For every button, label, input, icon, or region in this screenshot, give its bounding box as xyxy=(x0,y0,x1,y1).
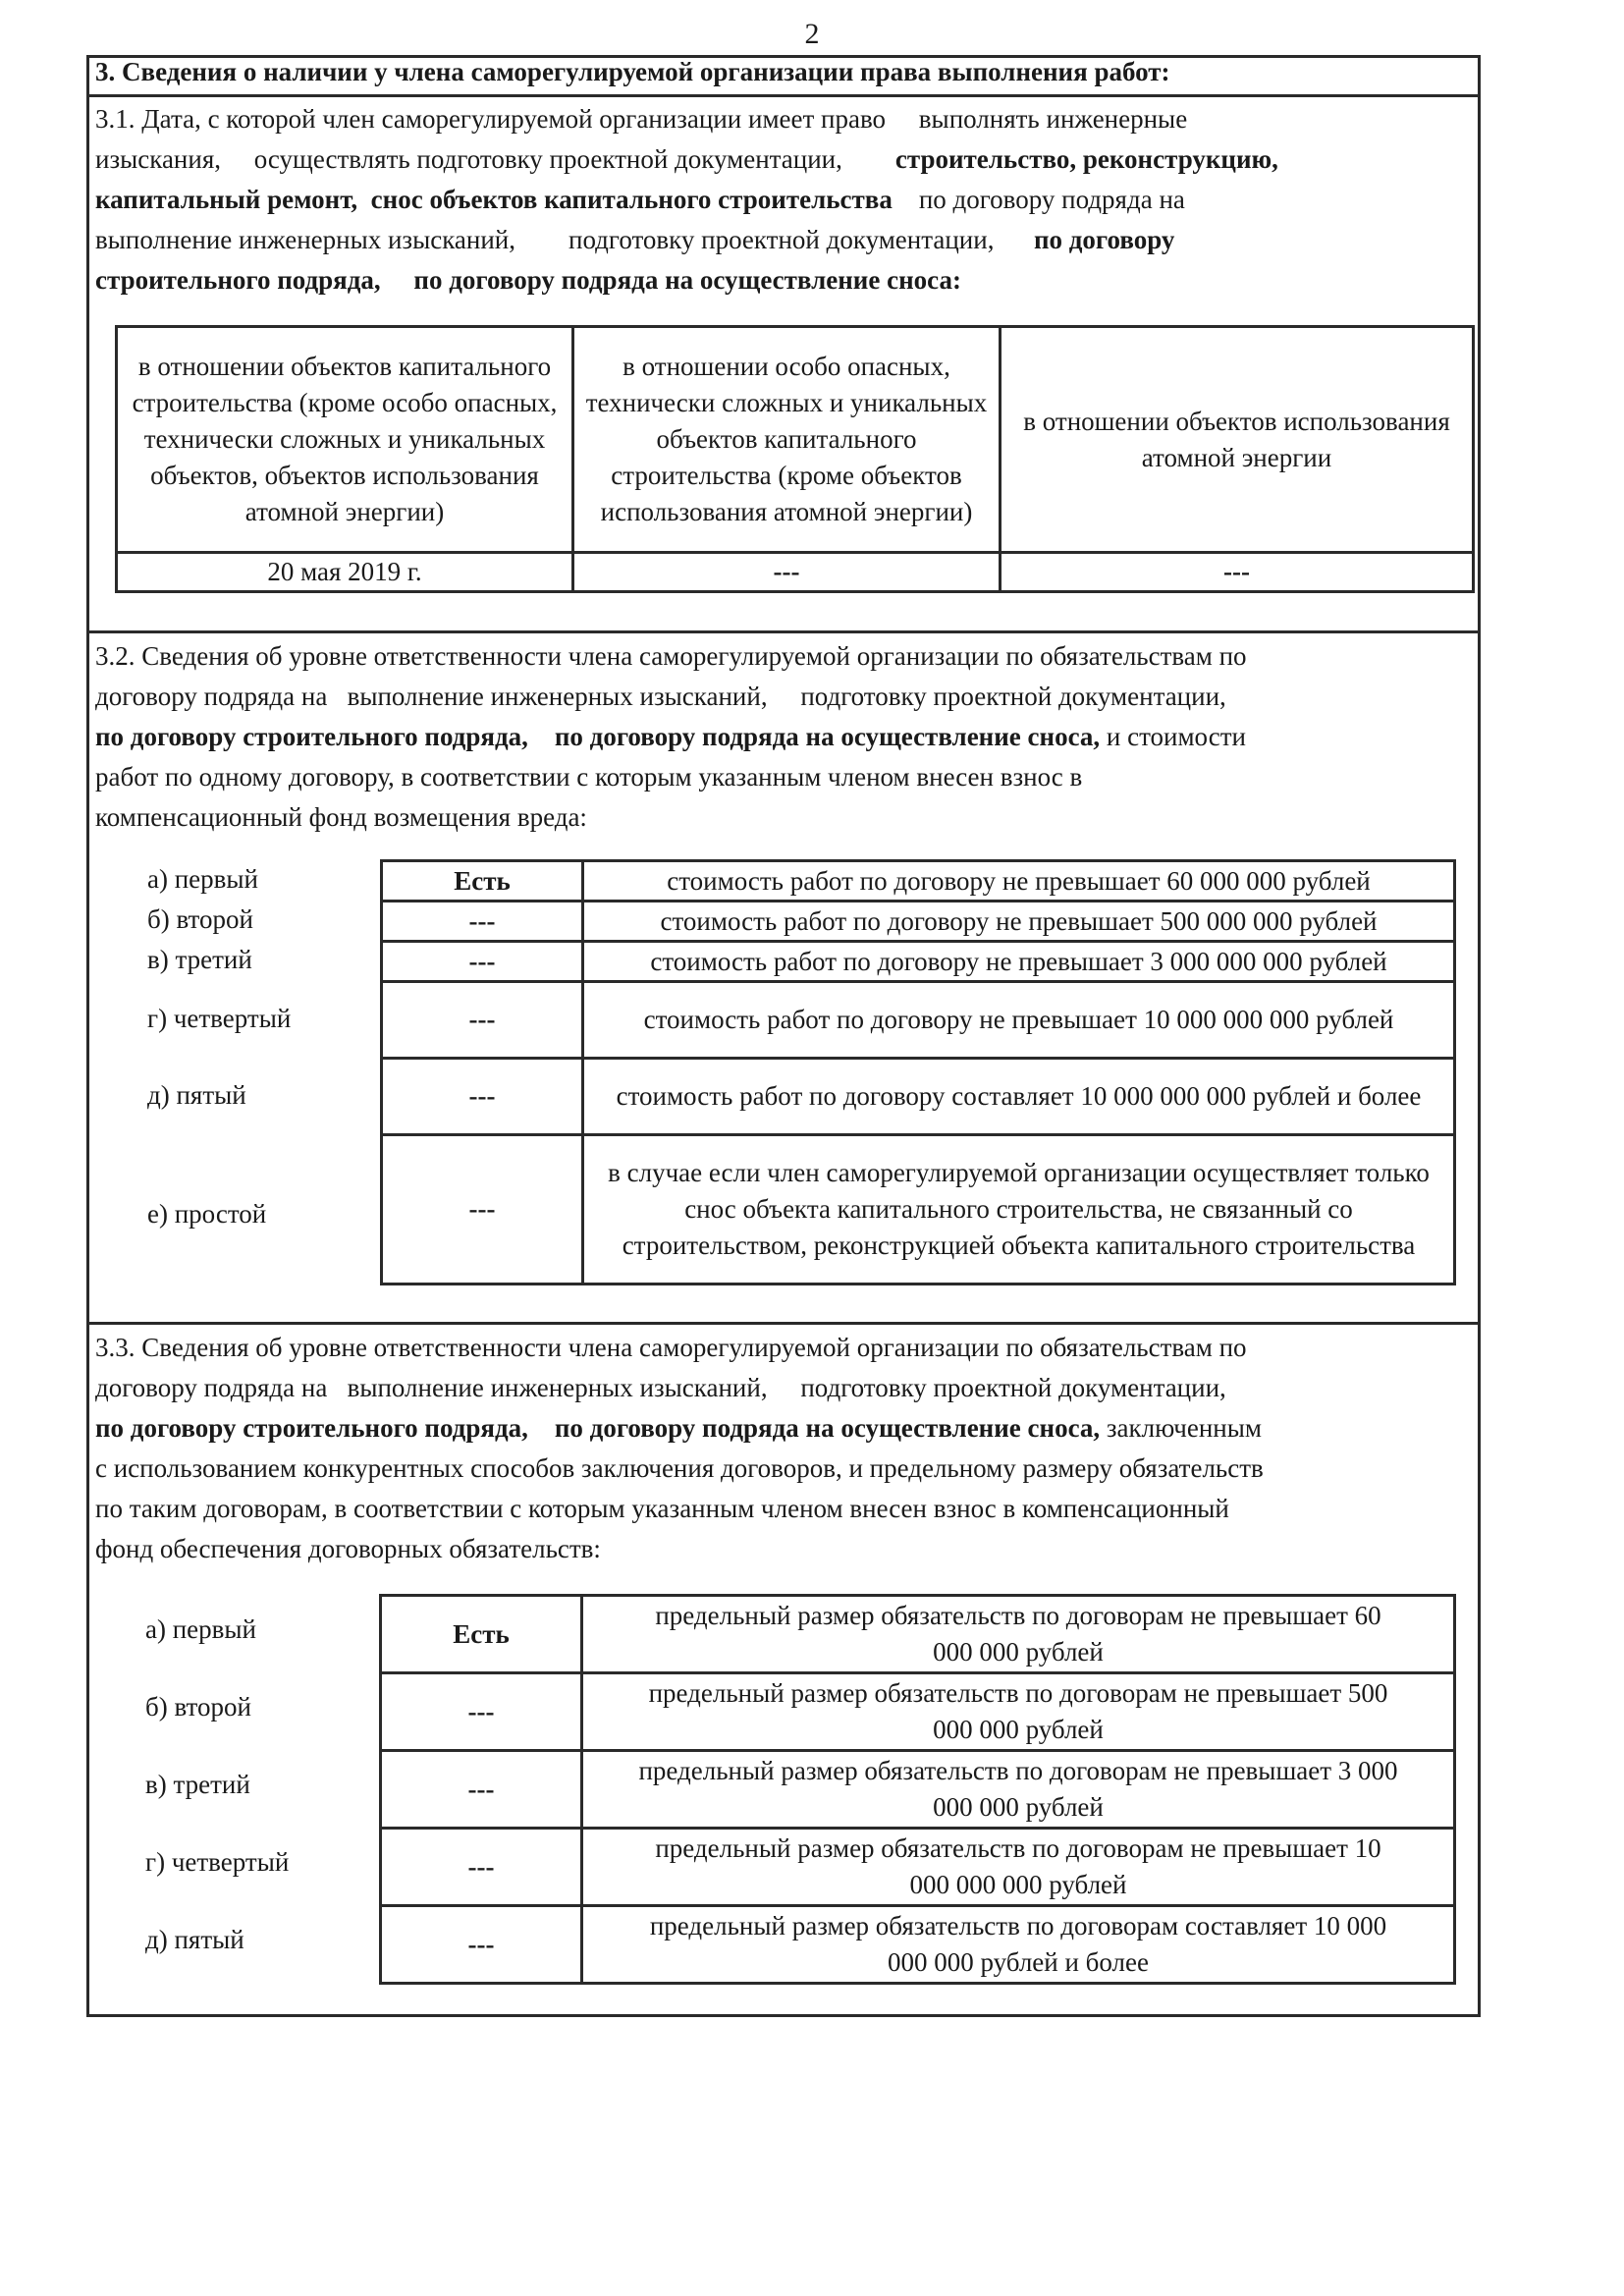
level-label: д) пятый xyxy=(145,1925,244,1954)
page-number: 2 xyxy=(804,18,820,50)
level-description: предельный размер обязательств по договорам не превышает 10 000 000 000 рублей xyxy=(582,1829,1455,1906)
level-description: стоимость работ по договору не превышает 500 000 000 рублей xyxy=(583,902,1455,942)
date-hazardous: --- xyxy=(573,553,1001,592)
section-3-1-text xyxy=(95,99,1480,301)
level-label: г) четвертый xyxy=(145,1847,290,1877)
level-description: стоимость работ по договору не превышает 60 000 000 рублей xyxy=(583,861,1455,902)
level-status: --- xyxy=(382,942,583,982)
level-status: --- xyxy=(382,1135,583,1285)
col-header-hazardous: в отношении особо опасных, технически сложных и уникальных объектов капитального строительства (кроме объектов использования атомной энергии) xyxy=(573,327,1001,553)
section-3-2-text xyxy=(95,636,1480,838)
level-status: --- xyxy=(382,1059,583,1135)
paragraph-line: строительного подряда, по договору подряда на осуществление сноса: xyxy=(95,265,961,295)
level-status: --- xyxy=(382,982,583,1059)
level-label: г) четвертый xyxy=(147,1004,292,1033)
level-label: б) второй xyxy=(145,1692,251,1722)
level-status: Есть xyxy=(381,1596,582,1673)
paragraph-line: договору подряда на выполнение инженерных изысканий, подготовку проектной документации, xyxy=(95,682,1226,711)
paragraph-line: выполнение инженерных изысканий, подготовку проектной документации, по договору xyxy=(95,225,1175,254)
level-label: в) третий xyxy=(145,1770,250,1799)
col-header-atomic: в отношении объектов использования атомной энергии xyxy=(1001,327,1474,553)
section-divider-3-3 xyxy=(86,1322,1481,1325)
level-description: стоимость работ по договору не превышает 10 000 000 000 рублей xyxy=(583,982,1455,1059)
paragraph-line: договору подряда на выполнение инженерных изысканий, подготовку проектной документации, xyxy=(95,1373,1226,1402)
level-description: стоимость работ по договору составляет 10 000 000 000 рублей и более xyxy=(583,1059,1455,1135)
level-label: а) первый xyxy=(147,864,258,894)
paragraph-line: фонд обеспечения договорных обязательств: xyxy=(95,1534,601,1563)
level-description: предельный размер обязательств по договорам составляет 10 000 000 000 рублей и более xyxy=(582,1906,1455,1984)
paragraph-line: изыскания, осуществлять подготовку проектной документации, строительство, реконструкцию, xyxy=(95,144,1278,174)
section-3-title: 3. Сведения о наличии у члена саморегулируемой организации права выполнения работ: xyxy=(95,57,1170,86)
level-label: б) второй xyxy=(147,904,253,934)
section-divider-3-2 xyxy=(86,630,1481,633)
paragraph-line: по таким договорам, в соответствии с которым указанным членом внесен взнос в компенсационный xyxy=(95,1494,1229,1523)
level-label: д) пятый xyxy=(147,1080,246,1110)
section-3-1-table xyxy=(115,325,1475,593)
date-atomic: --- xyxy=(1001,553,1474,592)
level-label: в) третий xyxy=(147,945,252,974)
section-divider-header xyxy=(86,94,1481,97)
paragraph-line: 3.1. Дата, с которой член саморегулируемой организации имеет право выполнять инженерные xyxy=(95,104,1188,134)
level-status: --- xyxy=(381,1751,582,1829)
section-3-3-levels-table xyxy=(379,1594,1456,1985)
level-description: стоимость работ по договору не превышает 3 000 000 000 рублей xyxy=(583,942,1455,982)
level-status: --- xyxy=(381,1906,582,1984)
section-3-3-text xyxy=(95,1328,1480,1569)
level-label: е) простой xyxy=(147,1199,267,1229)
paragraph-line: работ по одному договору, в соответствии с которым указанным членом внесен взнос в xyxy=(95,762,1083,792)
level-description: предельный размер обязательств по договорам не превышает 500 000 000 рублей xyxy=(582,1673,1455,1751)
paragraph-line: по договору строительного подряда, по договору подряда на осуществление сноса, заключенным xyxy=(95,1413,1262,1443)
paragraph-line: с использованием конкурентных способов заключения договоров, и предельному размеру обязательств xyxy=(95,1453,1264,1483)
level-description: предельный размер обязательств по договорам не превышает 60 000 000 рублей xyxy=(582,1596,1455,1673)
paragraph-line: компенсационный фонд возмещения вреда: xyxy=(95,802,587,832)
level-label: а) первый xyxy=(145,1614,256,1644)
col-header-capital: в отношении объектов капитального строительства (кроме особо опасных, технически сложных и уникальных объектов, объектов использования атомной энергии) xyxy=(117,327,573,553)
level-description: предельный размер обязательств по договорам не превышает 3 000 000 000 рублей xyxy=(582,1751,1455,1829)
level-description: в случае если член саморегулируемой организации осуществляет только снос объекта капитального строительства, не связанный со строительством, реконструкцией объекта капитального строительства xyxy=(583,1135,1455,1285)
paragraph-line: 3.3. Сведения об уровне ответственности члена саморегулируемой организации по обязательствам по xyxy=(95,1333,1247,1362)
level-status: --- xyxy=(381,1829,582,1906)
level-status: Есть xyxy=(382,861,583,902)
section-3-2-levels-table xyxy=(380,859,1456,1285)
paragraph-line: 3.2. Сведения об уровне ответственности члена саморегулируемой организации по обязательствам по xyxy=(95,641,1247,671)
date-capital: 20 мая 2019 г. xyxy=(117,553,573,592)
level-status: --- xyxy=(382,902,583,942)
paragraph-line: капитальный ремонт, снос объектов капитального строительства по договору подряда на xyxy=(95,185,1185,214)
level-status: --- xyxy=(381,1673,582,1751)
paragraph-line: по договору строительного подряда, по договору подряда на осуществление сноса, и стоимости xyxy=(95,722,1246,751)
